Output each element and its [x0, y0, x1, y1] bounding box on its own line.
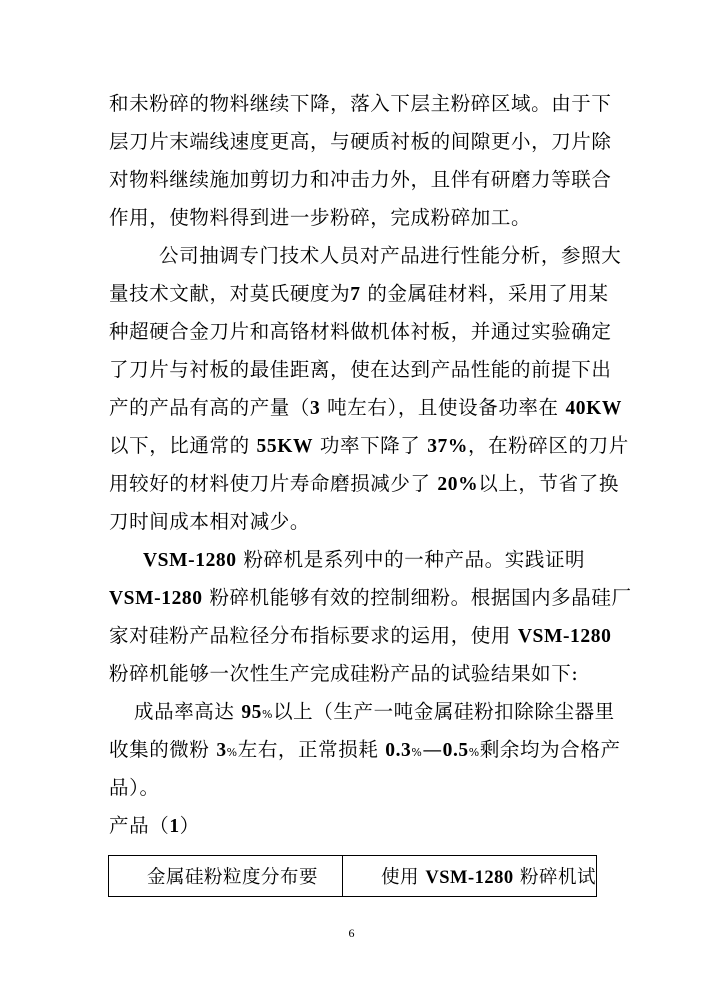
- body-line: VSM-1280 粉碎机能够有效的控制细粉。根据国内多晶硅厂: [109, 586, 632, 609]
- body-line: 了刀片与衬板的最佳距离，使在达到产品性能的前提下出: [109, 358, 612, 381]
- body-line: 收集的微粉 3%左右，正常损耗 0.3%—0.5%剩余均为合格产: [109, 738, 621, 761]
- body-line: 种超硬合金刀片和高铬材料做机体衬板，并通过实验确定: [109, 320, 612, 343]
- page-number: 6: [348, 926, 355, 940]
- body-line: 成品率高达 95%以上（生产一吨金属硅粉扣除除尘器里: [134, 700, 615, 723]
- body-line: 产的产品有高的产量（3 吨左右），且使设备功率在 40KW: [109, 396, 623, 419]
- body-line: 作用，使物料得到进一步粉碎，完成粉碎加工。: [109, 206, 532, 229]
- product-label: 产品（1）: [109, 814, 200, 837]
- table-cell: 金属硅粉粒度分布要: [109, 856, 343, 897]
- body-line: 对物料继续施加剪切力和冲击力外，且伴有研磨力等联合: [109, 168, 612, 191]
- table-cell: 使用 VSM-1280 粉碎机试: [342, 856, 596, 897]
- body-line: 量技术文献，对莫氏硬度为7 的金属硅材料，采用了用某: [109, 282, 609, 305]
- body-line: 粉碎机能够一次性生产完成硅粉产品的试验结果如下:: [109, 662, 579, 685]
- body-line: 品）。: [109, 776, 160, 799]
- body-line: 家对硅粉产品粒径分布指标要求的运用，使用 VSM-1280: [109, 624, 612, 647]
- body-line: VSM-1280 粉碎机是系列中的一种产品。实践证明: [143, 548, 586, 571]
- body-line: 刀时间成本相对减少。: [109, 510, 311, 533]
- body-line: 层刀片末端线速度更高，与硬质衬板的间隙更小，刀片除: [109, 130, 612, 153]
- body-line: 以下，比通常的 55KW 功率下降了 37%，在粉碎区的刀片: [109, 434, 629, 457]
- body-line: 公司抽调专门技术人员对产品进行性能分析，参照大: [159, 244, 622, 267]
- body-line: 用较好的材料使刀片寿命磨损减少了 20%以上，节省了换: [109, 472, 619, 495]
- body-line: 和未粉碎的物料继续下降，落入下层主粉碎区域。由于下: [109, 92, 612, 115]
- table-row: [109, 856, 597, 897]
- spec-table: [108, 855, 597, 897]
